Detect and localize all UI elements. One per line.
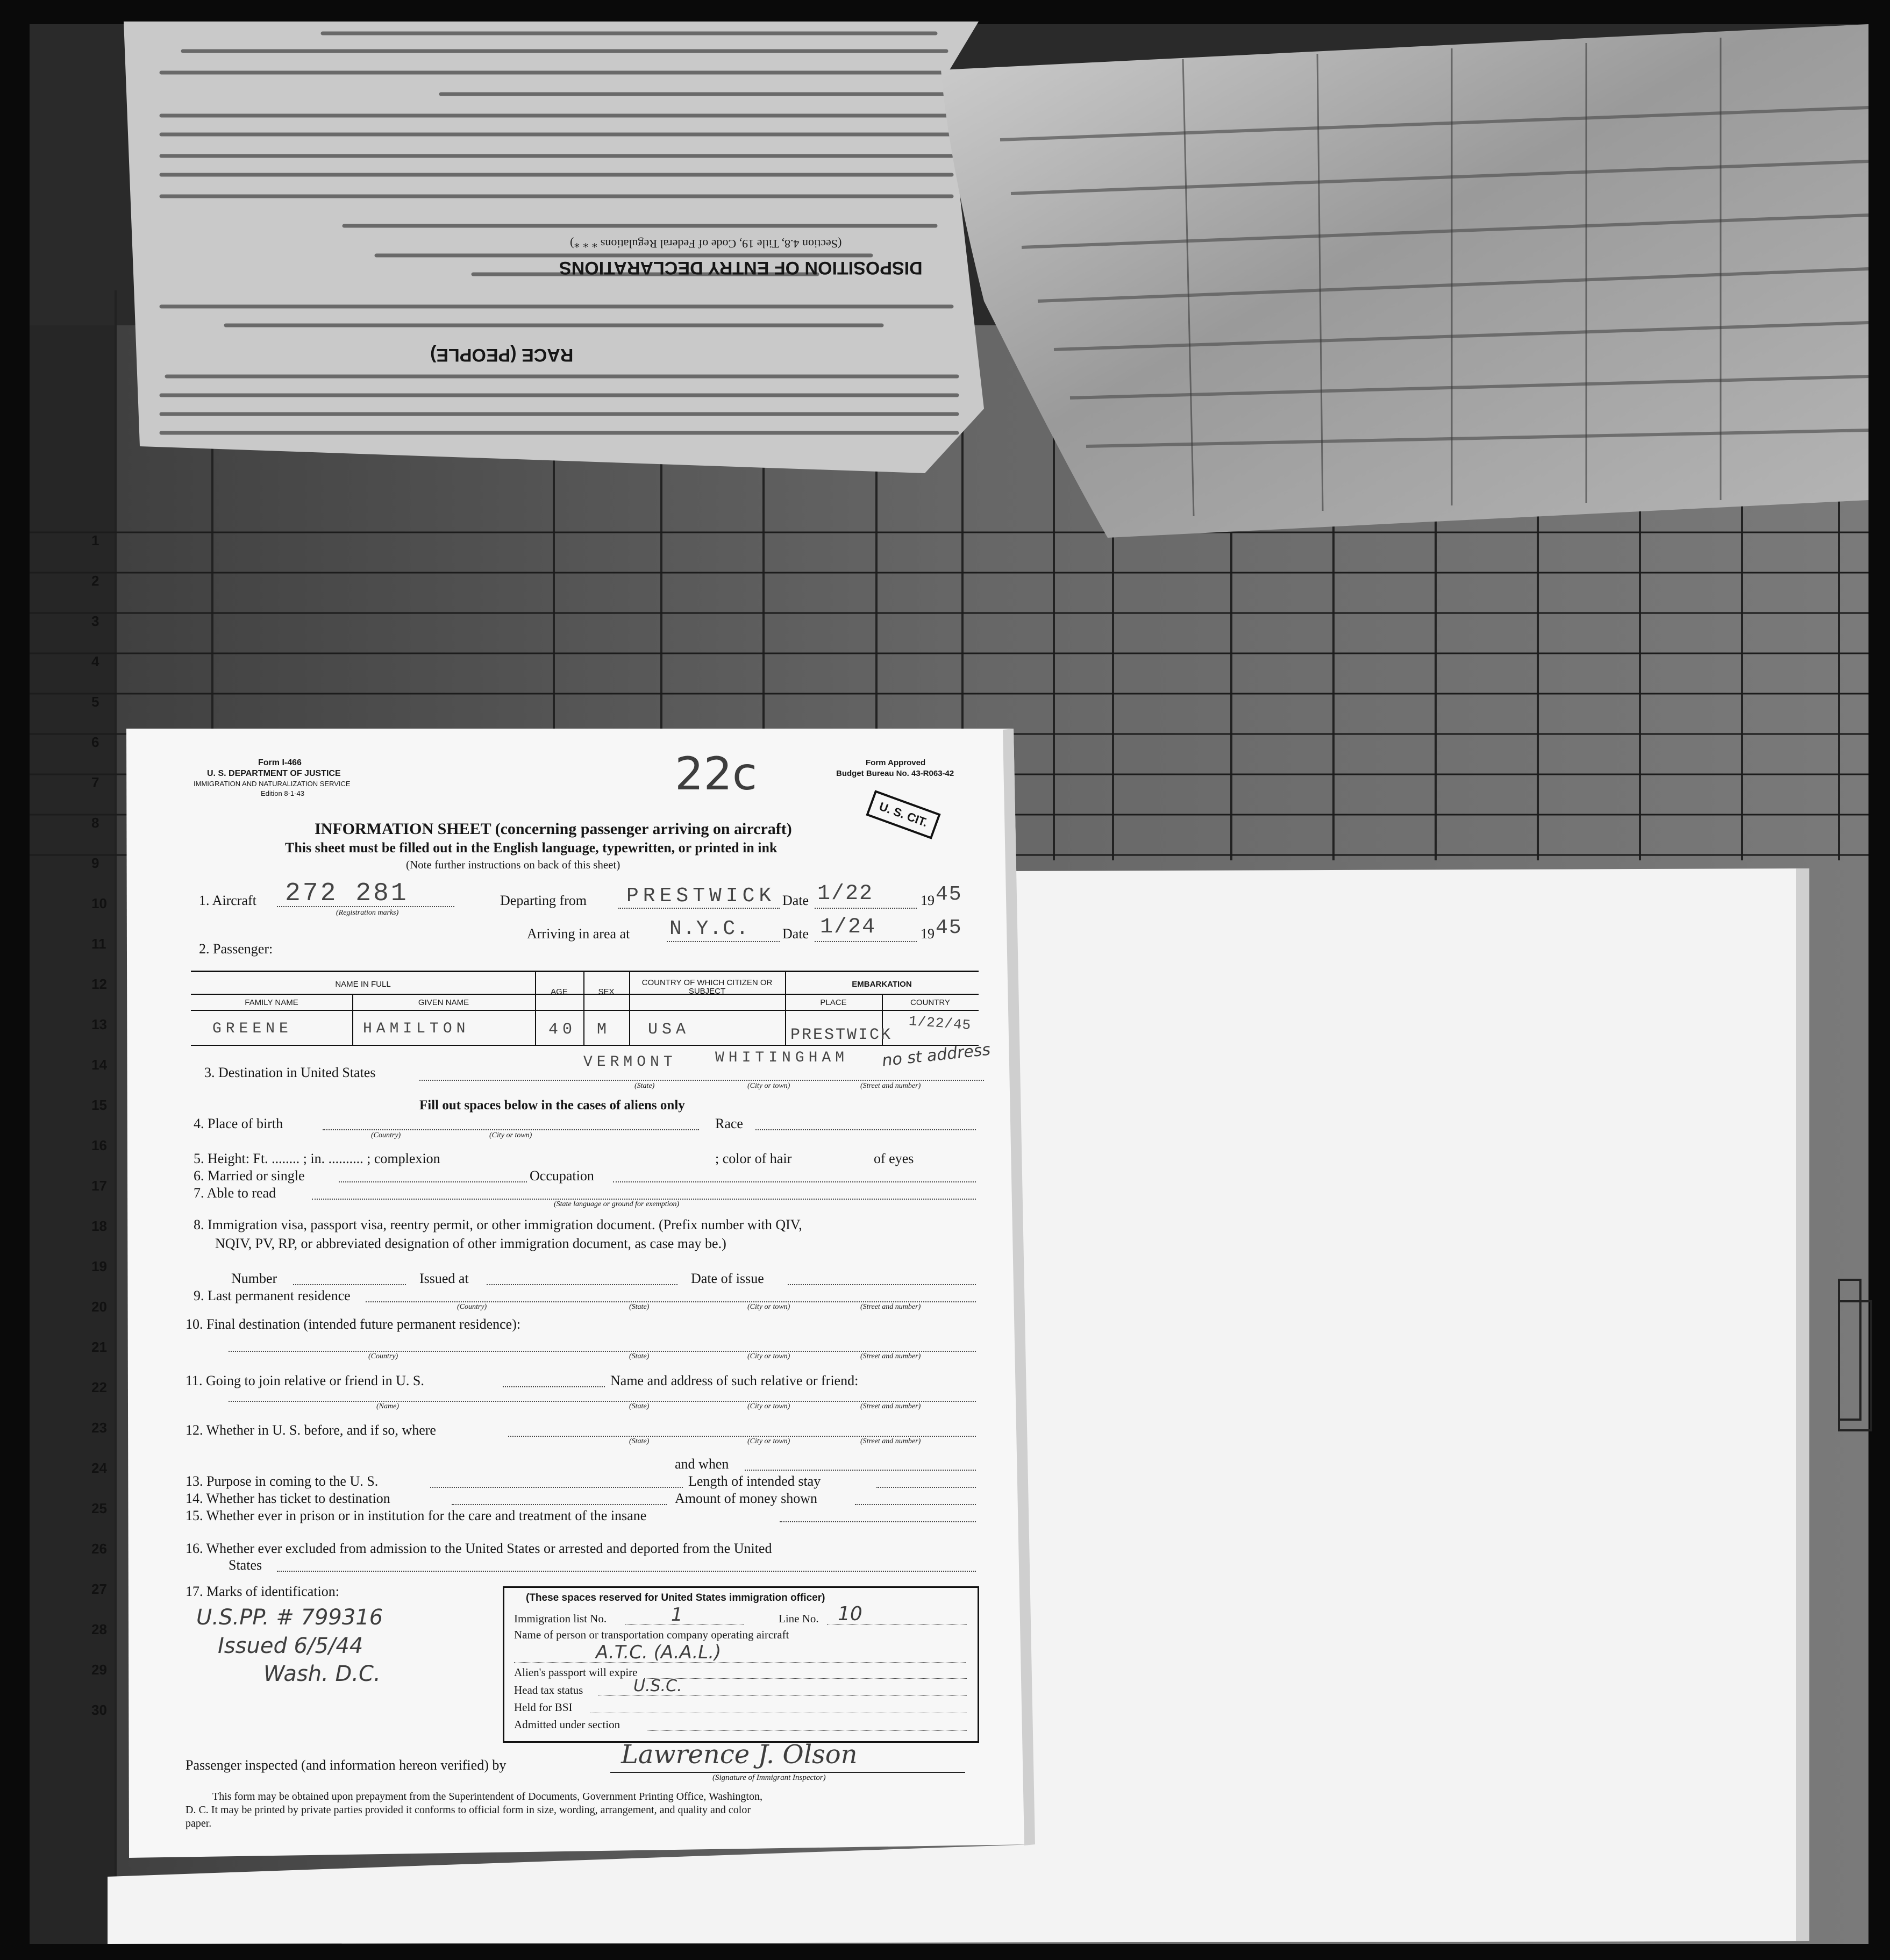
length-of-stay-label: Length of intended stay xyxy=(688,1473,821,1489)
grid-row-number: 8 xyxy=(91,815,99,831)
grid-row-number: 24 xyxy=(91,1460,107,1476)
departing-from-value: PRESTWICK xyxy=(626,885,776,908)
arrive-year-value: 45 xyxy=(936,916,962,939)
arrive-date-value: 1/24 xyxy=(820,915,876,939)
previous-us-visit-label: 12. Whether in U. S. before, and if so, where xyxy=(186,1422,436,1438)
identification-marks-line3: Wash. D.C. xyxy=(263,1662,381,1686)
last-residence-label: 9. Last permanent residence xyxy=(194,1288,351,1303)
head-tax-label: Head tax status xyxy=(514,1684,583,1697)
document-number-label: Number xyxy=(231,1271,277,1286)
purpose-label: 13. Purpose in coming to the U. S. xyxy=(186,1473,379,1489)
state-caption: (State) xyxy=(629,1402,650,1410)
line-number-value: 10 xyxy=(838,1603,862,1625)
name-in-full-header: NAME IN FULL xyxy=(335,980,391,989)
street-caption: (Street and number) xyxy=(860,1303,921,1311)
depart-date-label: Date xyxy=(782,893,809,908)
immigration-list-label: Immigration list No. xyxy=(514,1612,607,1625)
excluded-deported-label-cont: States xyxy=(229,1557,262,1573)
age-value: 40 xyxy=(548,1021,577,1039)
country-caption: (Country) xyxy=(371,1131,401,1139)
grid-row-number: 13 xyxy=(91,1016,107,1032)
final-destination-label: 10. Final destination (intended future permanent residence): xyxy=(186,1316,521,1332)
footer-line-2: D. C. It may be printed by private parties provided it conforms to official form in size, wording, arrangement, and quality and color xyxy=(186,1804,751,1816)
grid-row-number: 2 xyxy=(91,573,99,589)
arrive-year-prefix: 19 xyxy=(921,926,935,942)
form-note: (Note further instructions on back of this sheet) xyxy=(406,858,621,871)
grid-row-number: 10 xyxy=(91,895,107,911)
budget-bureau-number: Budget Bureau No. 43-R063-42 xyxy=(836,769,954,778)
form-number: Form I-466 xyxy=(258,758,302,767)
operator-value: A.T.C. (A.A.L.) xyxy=(596,1642,722,1663)
grid-row-number: 30 xyxy=(91,1702,107,1718)
city-caption: (City or town) xyxy=(747,1437,790,1445)
name-caption: (Name) xyxy=(376,1402,399,1410)
hair-color-label: ; color of hair xyxy=(715,1151,792,1166)
destination-state-value: VERMONT xyxy=(583,1054,677,1071)
handwritten-sheet-number: 22c xyxy=(675,747,758,800)
citizenship-header: COUNTRY OF WHICH CITIZEN OR SUBJECT xyxy=(641,978,773,996)
registration-marks-caption: (Registration marks) xyxy=(336,909,399,917)
street-caption: (Street and number) xyxy=(860,1437,921,1445)
embark-place-value: PRESTWICK xyxy=(790,1026,893,1044)
upside-down-race-heading: RACE (PEOPLE) xyxy=(430,345,574,365)
grid-row-number: 23 xyxy=(91,1420,107,1436)
issued-at-label: Issued at xyxy=(419,1271,469,1286)
city-caption: (City or town) xyxy=(747,1402,790,1410)
us-citizen-stamp: U. S. CIT. xyxy=(866,790,940,839)
age-header: AGE xyxy=(551,987,568,996)
language-caption: (State language or ground for exemption) xyxy=(554,1200,680,1208)
embark-country-header: COUNTRY xyxy=(910,998,950,1007)
admitted-under-section-label: Admitted under section xyxy=(514,1718,621,1731)
upside-down-regulation-reference: (Section 4.8, Title 19, Code of Federal Regulations * * *) xyxy=(570,237,842,251)
depart-year-prefix: 19 xyxy=(921,893,935,908)
identification-marks-line2: Issued 6/5/44 xyxy=(218,1634,363,1658)
aliens-only-heading: Fill out spaces below in the cases of aliens only xyxy=(419,1098,685,1113)
depart-date-value: 1/22 xyxy=(817,882,874,906)
state-caption: (State) xyxy=(629,1352,650,1360)
immigration-document-label-cont: NQIV, PV, RP, or abbreviated designation of other immigration document, as case may be.) xyxy=(215,1236,726,1251)
grid-row-number: 17 xyxy=(91,1178,107,1194)
line-number-label: Line No. xyxy=(779,1612,819,1625)
aircraft-label: 1. Aircraft xyxy=(199,893,256,908)
grid-row-number: 21 xyxy=(91,1339,107,1355)
grid-row-number: 28 xyxy=(91,1621,107,1637)
grid-row-number: 16 xyxy=(91,1137,107,1153)
passenger-label: 2. Passenger: xyxy=(199,941,273,957)
footer-line-1: This form may be obtained upon prepayment from the Superintendent of Documents, Government Printing Office, Washington, xyxy=(212,1791,762,1802)
passport-expire-label: Alien's passport will expire xyxy=(514,1666,638,1679)
city-caption: (City or town) xyxy=(747,1303,790,1311)
arrive-date-label: Date xyxy=(782,926,809,942)
state-caption: (State) xyxy=(634,1082,655,1090)
held-for-bsi-label: Held for BSI xyxy=(514,1701,573,1714)
identification-marks-line1: U.S.PP. # 799316 xyxy=(196,1605,383,1630)
street-caption: (Street and number) xyxy=(860,1082,921,1090)
street-caption: (Street and number) xyxy=(860,1352,921,1360)
prison-institution-label: 15. Whether ever in prison or in institution for the care and treatment of the insane xyxy=(186,1508,647,1523)
destination-label: 3. Destination in United States xyxy=(204,1065,376,1080)
embark-place-header: PLACE xyxy=(820,998,847,1007)
agency-name: U. S. DEPARTMENT OF JUSTICE xyxy=(207,769,341,778)
inspected-by-label: Passenger inspected (and information hereon verified) by xyxy=(186,1757,507,1773)
departing-from-label: Departing from xyxy=(500,893,587,908)
eye-color-label: of eyes xyxy=(874,1151,914,1166)
aircraft-registration-value: 272 281 xyxy=(285,879,409,908)
immigration-officer-box xyxy=(503,1586,979,1743)
join-relative-label: 11. Going to join relative or friend in U. S. xyxy=(186,1373,424,1388)
state-caption: (State) xyxy=(629,1437,650,1445)
grid-row-number: 20 xyxy=(91,1299,107,1315)
destination-city-value: WHITINGHAM xyxy=(715,1050,849,1066)
grid-row-number: 18 xyxy=(91,1218,107,1234)
race-label: Race xyxy=(715,1116,743,1131)
city-caption: (City or town) xyxy=(747,1352,790,1360)
sex-value: M xyxy=(597,1021,611,1039)
grid-row-number: 9 xyxy=(91,855,99,871)
family-name-header: FAMILY NAME xyxy=(245,998,298,1007)
embarkation-header: EMBARKATION xyxy=(852,980,912,989)
citizenship-value: USA xyxy=(648,1021,690,1039)
city-caption: (City or town) xyxy=(489,1131,532,1139)
arriving-in-area-label: Arriving in area at xyxy=(527,926,630,942)
inspector-signature: Lawrence J. Olson xyxy=(621,1740,858,1770)
and-when-label: and when xyxy=(675,1456,729,1472)
grid-row-number: 7 xyxy=(91,774,99,790)
grid-row-number: 11 xyxy=(91,936,106,952)
grid-row-number: 4 xyxy=(91,653,99,669)
relative-name-address-label: Name and address of such relative or friend: xyxy=(610,1373,859,1388)
grid-row-number: 25 xyxy=(91,1500,107,1516)
officer-box-title: (These spaces reserved for United States immigration officer) xyxy=(526,1592,825,1603)
money-shown-label: Amount of money shown xyxy=(675,1491,818,1506)
ticket-label: 14. Whether has ticket to destination xyxy=(186,1491,390,1506)
operator-label: Name of person or transportation company operating aircraft xyxy=(514,1628,789,1641)
grid-row-number: 14 xyxy=(91,1057,107,1073)
city-caption: (City or town) xyxy=(747,1082,790,1090)
immigration-document-label: 8. Immigration visa, passport visa, reentry permit, or other immigration document. (Prefix number with QIV, xyxy=(194,1217,802,1232)
depart-year-value: 45 xyxy=(936,883,962,906)
grid-row-number: 6 xyxy=(91,734,99,750)
immigration-list-value: 1 xyxy=(671,1604,683,1626)
grid-row-number: 5 xyxy=(91,694,99,710)
state-caption: (State) xyxy=(629,1303,650,1311)
footer-line-3: paper. xyxy=(186,1818,212,1829)
destination-street-value: no st address xyxy=(881,1040,992,1071)
grid-row-number: 12 xyxy=(91,976,107,992)
given-name-header: GIVEN NAME xyxy=(418,998,469,1007)
head-tax-value: U.S.C. xyxy=(633,1677,682,1695)
height-complexion-label: 5. Height: Ft. ........ ; in. .......... ; complexion xyxy=(194,1151,440,1166)
grid-row-number: 26 xyxy=(91,1541,107,1557)
service-name: IMMIGRATION AND NATURALIZATION SERVICE xyxy=(194,780,351,788)
country-caption: (Country) xyxy=(457,1303,487,1311)
form-edition: Edition 8-1-43 xyxy=(261,789,304,797)
country-caption: (Country) xyxy=(368,1352,398,1360)
passenger-table xyxy=(191,971,979,1046)
date-of-issue-label: Date of issue xyxy=(691,1271,764,1286)
grid-row-number: 29 xyxy=(91,1662,107,1678)
form-title: INFORMATION SHEET (concerning passenger arriving on aircraft) xyxy=(315,820,792,838)
grid-row-number: 27 xyxy=(91,1581,107,1597)
arriving-in-area-value: N.Y.C. xyxy=(669,917,750,940)
street-caption: (Street and number) xyxy=(860,1402,921,1410)
upside-down-disposition-heading: DISPOSITION OF ENTRY DECLARATIONS xyxy=(559,258,923,278)
family-name-value: GREENE xyxy=(212,1021,293,1037)
signature-caption: (Signature of Immigrant Inspector) xyxy=(712,1773,826,1782)
sex-header: SEX xyxy=(598,987,615,996)
able-to-read-label: 7. Able to read xyxy=(194,1185,276,1201)
identification-marks-label: 17. Marks of identification: xyxy=(186,1584,339,1599)
marital-status-label: 6. Married or single xyxy=(194,1168,305,1184)
place-of-birth-label: 4. Place of birth xyxy=(194,1116,283,1131)
given-name-value: HAMILTON xyxy=(363,1021,470,1037)
grid-row-number: 1 xyxy=(91,532,99,548)
form-approved-label: Form Approved xyxy=(866,758,926,767)
embark-date-value: 1/22/45 xyxy=(908,1013,972,1034)
grid-row-number: 3 xyxy=(91,613,99,629)
grid-row-number: 15 xyxy=(91,1097,107,1113)
form-subtitle: This sheet must be filled out in the English language, typewritten, or printed in ink xyxy=(285,840,778,856)
grid-row-number: 22 xyxy=(91,1379,107,1395)
occupation-label: Occupation xyxy=(530,1168,594,1184)
excluded-deported-label: 16. Whether ever excluded from admission to the United States or arrested and deported from the United xyxy=(186,1541,772,1556)
grid-row-number: 19 xyxy=(91,1258,107,1274)
